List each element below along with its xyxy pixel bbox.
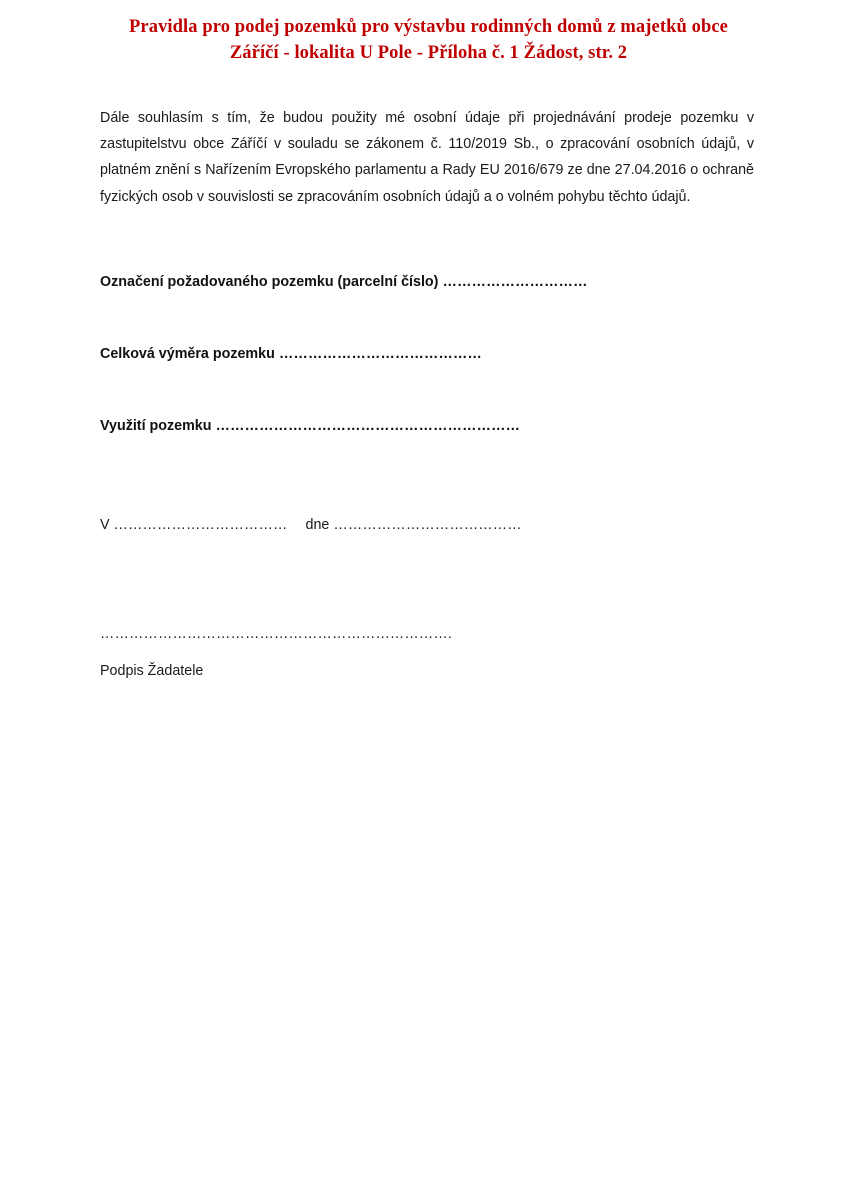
document-title (0, 0, 857, 67)
field-land-use (100, 414, 754, 440)
field-land-use-dots[interactable]: ……………………………………………………… (211, 417, 521, 434)
field-total-area (100, 342, 754, 368)
place-label: V (100, 517, 110, 534)
date-label: dne (305, 517, 330, 534)
place-dots[interactable]: ……………………………… (113, 517, 288, 534)
field-total-area-label: Celková výměra pozemku (100, 346, 275, 363)
field-parcel-number-label: Označení požadovaného pozemku (parcelní číslo) (100, 274, 439, 291)
signature-block (100, 621, 754, 685)
field-total-area-dots[interactable]: …………………………………… (274, 346, 482, 363)
signature-label: Podpis Žadatele (100, 663, 204, 680)
field-land-use-label: Využití pozemku (100, 417, 212, 434)
field-parcel-number (100, 270, 754, 296)
document-title-line-2: Záříčí - lokalita U Pole - Příloha č. 1 Žádost, str. 2 (229, 43, 628, 64)
document-title-line-1: Pravidla pro podej pozemků pro výstavbu rodinných domů z majetků obce (129, 17, 728, 37)
document-body (0, 105, 857, 686)
field-parcel-number-dots[interactable]: ………………………… (438, 274, 588, 291)
signature-line-dots[interactable]: ………………………………………………………………. (100, 626, 453, 643)
date-dots[interactable]: ………………………………… (333, 517, 522, 534)
consent-paragraph: Dále souhlasím s tím, že budou použity mé osobní údaje při projednávání prodeje pozemku v zastupitelstvu obce Záříčí v souladu se zákonem č. 110/2019 Sb., o zpracování osobních údajů, v platném znění s Nařízením Evropského parlamentu a Rady EU 2016/679 ze dne 27.04.2016 o ochraně fyzických osob v souvislosti se zpracováním osobních údajů a o volném pohybu těchto údajů. (100, 109, 754, 205)
place-and-date-line (100, 513, 754, 539)
